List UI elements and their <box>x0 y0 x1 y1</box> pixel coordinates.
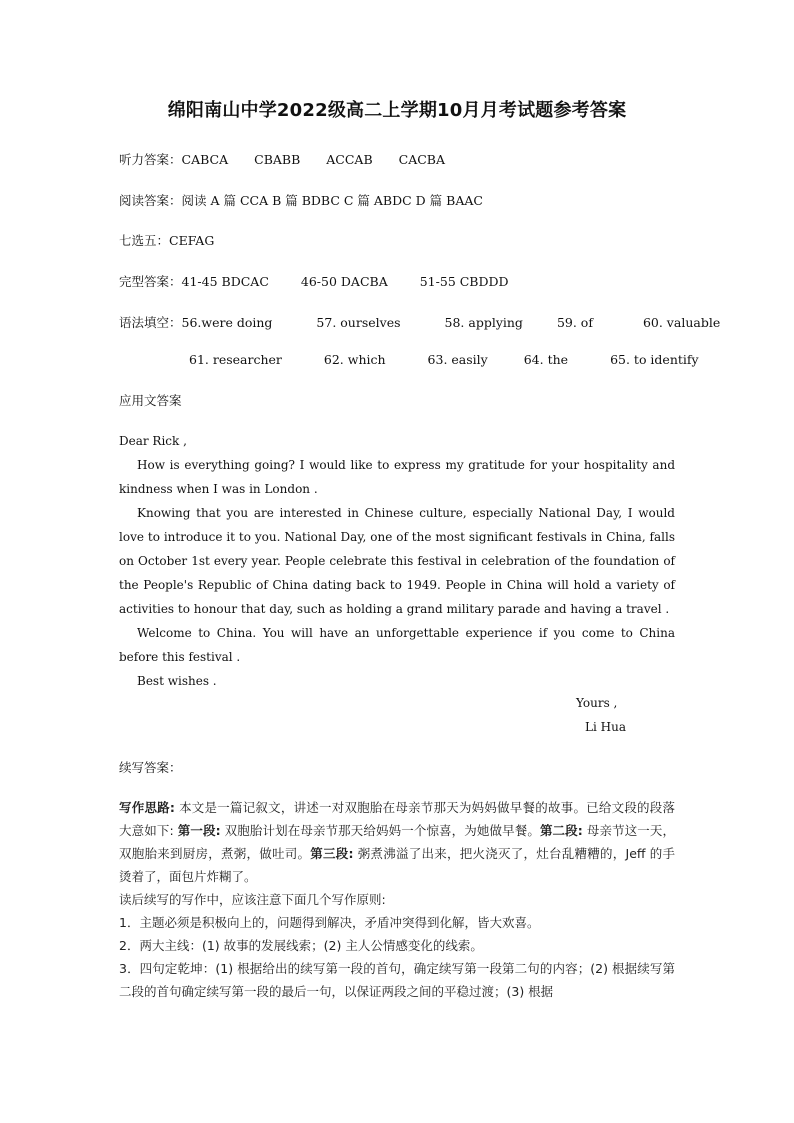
analysis-heading: 写作思路: <box>119 800 175 815</box>
listening-label: 听力答案： <box>119 152 182 167</box>
grammar-item: 65. to identify <box>610 352 699 367</box>
letter-salutation: Dear Rick , <box>119 434 187 448</box>
seven-label: 七选五： <box>119 233 170 248</box>
letter-signature-name: Li Hua <box>585 720 626 734</box>
analysis-text: 粥煮沸溢了出来，把火浇灭了，灶台乱糟糟的，Jeff 的手烫着了，面包片炸糊了。 <box>119 846 676 884</box>
grammar-item: 59. of <box>556 315 593 330</box>
continuation-analysis <box>119 796 675 1003</box>
letter-yours: Yours , <box>576 696 618 710</box>
page-title: 绵阳南山中学2022级高二上学期10月月考试题参考答案 <box>167 100 627 121</box>
analysis-intro: 读后续写的写作中，应该注意下面几个写作原则: <box>119 892 386 907</box>
letter-paragraph: Knowing that you are interested in Chinese culture, especially National Day, I would love to introduce it to you. National Day, one of the most significant festivals in China, falls on October 1st every year. People celebrate this festival in celebration of the foundation of the People's Republic of China dating back to 1949. People in China will hold a variety of activities to honour that day, such as holding a grand military parade and having a travel . <box>119 506 675 616</box>
grammar-item: 56.were doing <box>181 315 273 330</box>
cloze-answers <box>119 272 509 290</box>
listening-group: CBABB <box>254 152 301 167</box>
analysis-rule: 3．四句定乾坤：(1) 根据给出的续写第一段的首句，确定续写第一段第二句的内容；(2) 根据续写第二段的首句确定续写第一段的最后一句，以保证两段之间的平稳过渡；(3) 根据 <box>119 961 675 999</box>
writing-section-label: 应用文答案 <box>119 393 182 408</box>
cloze-group: 46-50 DACBA <box>300 274 388 289</box>
grammar-item: 62. which <box>323 352 386 367</box>
analysis-rule: 1．主题必须是积极向上的，问题得到解决，矛盾冲突得到化解，皆大欢喜。 <box>119 915 540 930</box>
reading-label: 阅读答案： <box>119 193 182 208</box>
grammar-item: 61. researcher <box>189 352 282 367</box>
grammar-item: 63. easily <box>427 352 488 367</box>
reading-answers <box>119 191 483 209</box>
listening-group: CABCA <box>181 152 229 167</box>
grammar-answers-row1 <box>119 313 720 331</box>
listening-answers <box>119 150 445 168</box>
analysis-heading: 第一段: <box>177 823 221 838</box>
continuation-section-label: 续写答案： <box>119 760 182 775</box>
analysis-heading: 第三段: <box>310 846 354 861</box>
sample-letter <box>119 429 675 693</box>
analysis-heading: 第二段: <box>539 823 583 838</box>
grammar-answers-row2 <box>189 352 699 367</box>
grammar-item: 57. ourselves <box>316 315 401 330</box>
reading-text: 阅读 A 篇 CCA B 篇 BDBC C 篇 ABDC D 篇 BAAC <box>181 193 483 208</box>
letter-paragraph: Welcome to China. You will have an unforgettable experience if you come to China before this festival . <box>119 626 675 664</box>
grammar-item: 60. valuable <box>642 315 721 330</box>
listening-group: CACBA <box>398 152 446 167</box>
cloze-label: 完型答案： <box>119 274 182 289</box>
listening-group: ACCAB <box>326 152 373 167</box>
seven-choose-five-answers <box>119 231 214 249</box>
cloze-group: 41-45 BDCAC <box>181 274 269 289</box>
letter-paragraph: How is everything going? I would like to express my gratitude for your hospitality and kindness when I was in London . <box>119 458 675 496</box>
letter-closing: Best wishes . <box>137 674 217 688</box>
analysis-text: 双胞胎计划在母亲节那天给妈妈一个惊喜，为她做早餐。 <box>220 823 540 838</box>
grammar-item: 58. applying <box>444 315 523 330</box>
grammar-label: 语法填空： <box>119 315 182 330</box>
analysis-text: 母亲节这一天，双胞胎来到厨房，煮粥，做吐司。 <box>119 823 676 861</box>
analysis-text: 本文是一篇记叙文，讲述一对双胞胎在母亲节那天为妈妈做早餐的故事。已给文段的段落大意如下: <box>119 800 675 838</box>
cloze-group: 51-55 CBDDD <box>419 274 509 289</box>
analysis-rule: 2．两大主线：(1) 故事的发展线索；(2) 主人公情感变化的线索。 <box>119 938 483 953</box>
grammar-item: 64. the <box>523 352 569 367</box>
seven-text: CEFAG <box>169 233 215 248</box>
analysis-paragraph <box>119 796 675 888</box>
